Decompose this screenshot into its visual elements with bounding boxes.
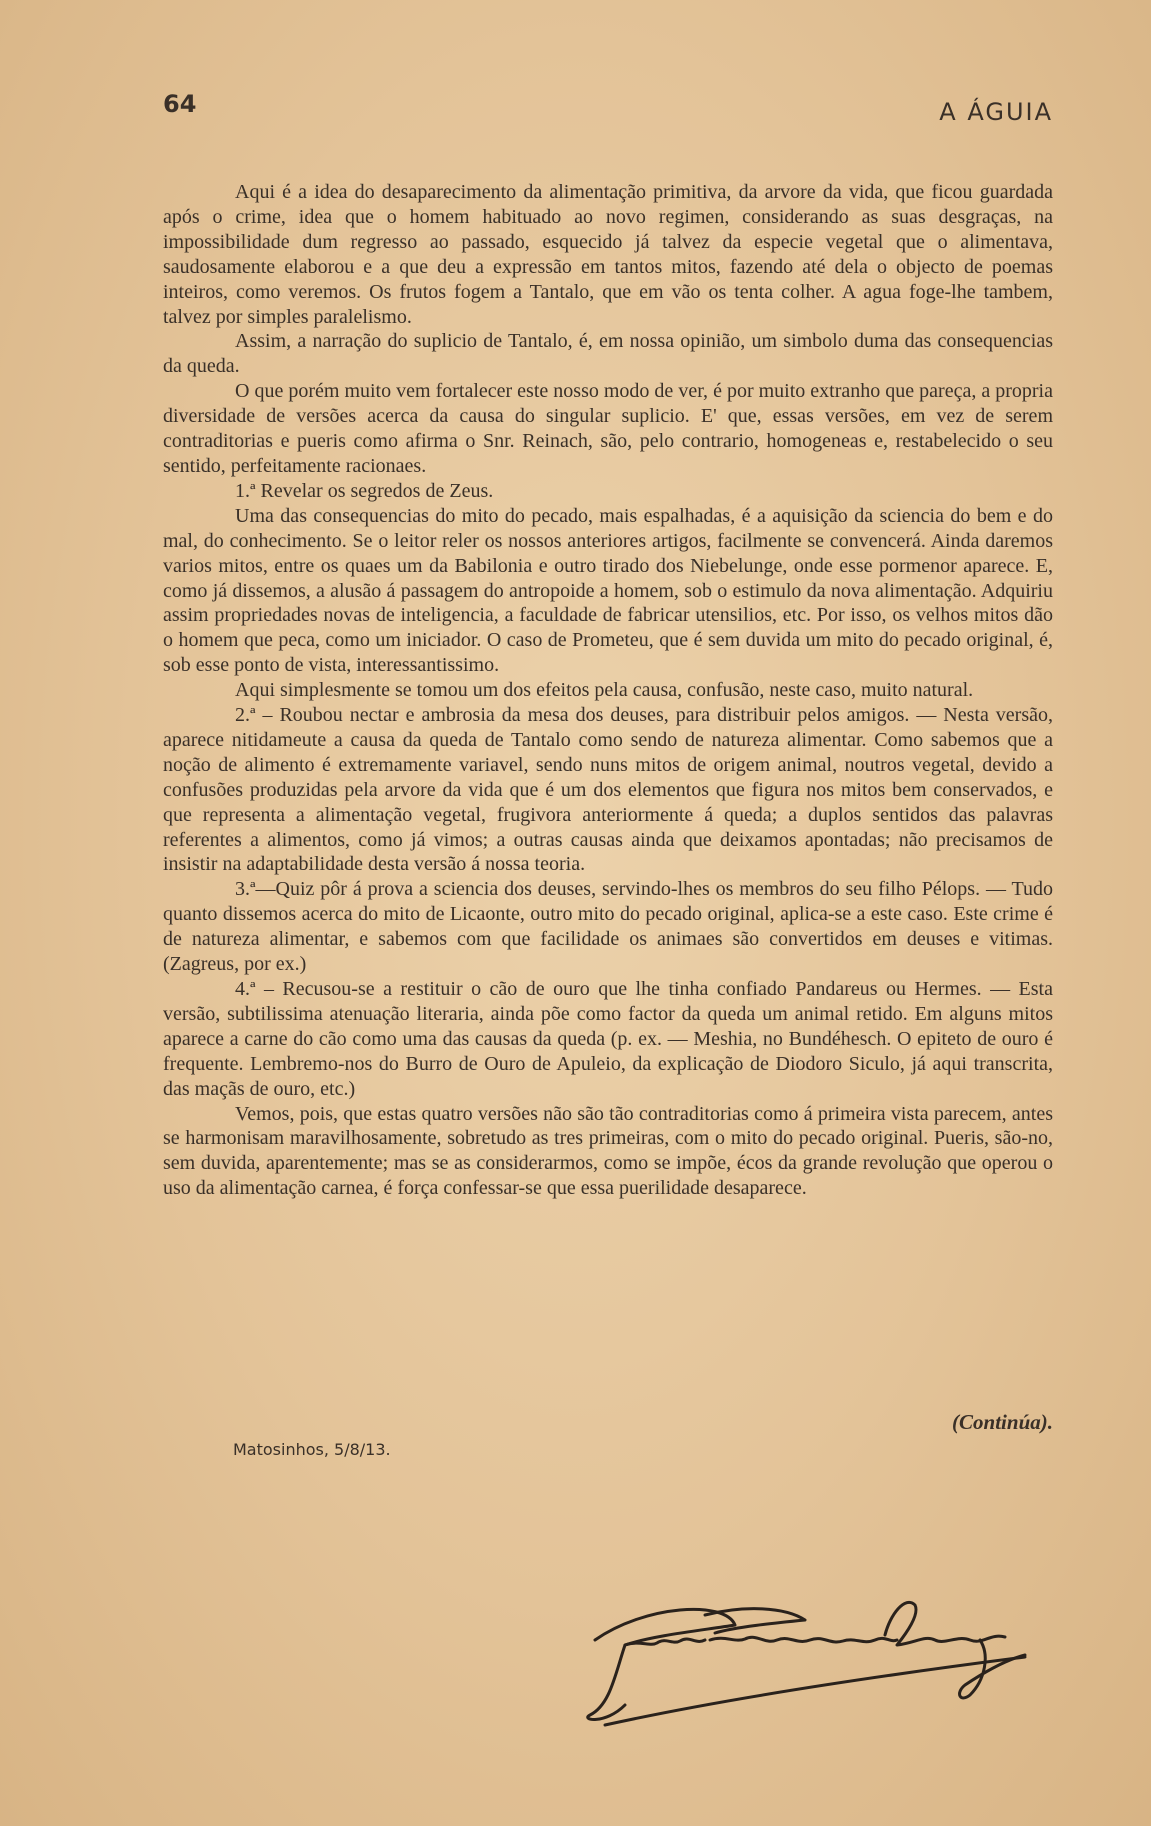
closing: [163, 1410, 1053, 1480]
handwritten-signature: [585, 1585, 1035, 1735]
place-date: Matosinhos, 5/8/13.: [233, 1440, 391, 1459]
paragraph: 1.ª Revelar os segredos de Zeus.: [235, 479, 494, 502]
paragraph: Aqui é a idea do desaparecimento da alimentação primitiva, da arvore da vida, que ficou guardada após o crime, idea que o homem habituado ao novo regimen, considerando as suas desgraças, na impossibilidade dum regresso ao passado, esquecido já talvez da especie vegetal que o alimentava, saudosamente elaborou e a que deu a expressão em tantos mitos, fazendo até dela o objecto de poemas inteiros, como veremos. Os frutos fogem a Tantalo, que em vão os tenta colher. A agua foge-lhe tambem, talvez por simples paralelismo.: [163, 181, 1053, 328]
paragraph: Vemos, pois, que estas quatro versões não são tão contraditorias como á primeira vista parecem, antes se harmonisam maravilhosamente, sobretudo as tres primeiras, com o mito do pecado original. Pueris, são-no, sem duvida, aparentemente; mas se as considerarmos, como se impõe, écos da grande revolução que operou o uso da alimentação carnea, é força confessar-se que essa puerilidade desaparece.: [163, 1102, 1053, 1200]
paragraph: Assim, a narração do suplicio de Tantalo, é, em nossa opinião, um simbolo duma das consequencias da queda.: [163, 330, 1053, 378]
page-header: [163, 90, 1053, 130]
page-number: 64: [163, 90, 197, 118]
paragraph: O que porém muito vem fortalecer este nosso modo de ver, é por muito extranho que pareça, a propria diversidade de versões acerca da causa do singular suplicio. E' que, essas versões, em vez de serem contraditorias e pueris como afirma o Snr. Reinach, são, pelo contrario, homogeneas e, restabelecido o seu sentido, perfeitamente racionaes.: [163, 380, 1053, 477]
paragraph: 2.ª – Roubou nectar e ambrosia da mesa dos deuses, para distribuir pelos amigos. — Nesta versão, aparece nitidameute a causa da queda de Tantalo como sendo de natureza alimentar. Como sabemos que a noção de alimento é extremamente variavel, sendo nuns mitos de origem animal, noutros vegetal, devido a confusões produzidas pela arvore da vida que é um dos elementos que figura nos mitos bem conservados, e que representa a alimentação vegetal, frugivora anteriormente á queda; a duplos sentidos das palavras referentes a alimentos, como já vimos; a outras causas ainda que deixamos apontadas; não precisamos de insistir na adaptabilidade desta versão á nossa teoria.: [163, 704, 1053, 876]
paragraph: Aqui simplesmente se tomou um dos efeitos pela causa, confusão, neste caso, muito natural.: [235, 679, 974, 702]
continued-note: (Continúa).: [952, 1410, 1053, 1434]
running-title: A ÁGUIA: [939, 98, 1053, 126]
article-body: [163, 180, 1053, 1201]
paragraph: 3.ª—Quiz pôr á prova a sciencia dos deuses, servindo-lhes os membros do seu filho Pélops. — Tudo quanto dissemos acerca do mito de Licaonte, outro mito do pecado original, aplica-se a este caso. Este crime é de natureza alimentar, e sabemos com que facilidade os animaes são convertidos em deuses e vitimas. (Zagreus, por ex.): [163, 878, 1053, 976]
paragraph: 4.ª – Recusou-se a restituir o cão de ouro que lhe tinha confiado Pandareus ou Hermes. — Esta versão, subtilissima atenuação literaria, ainda põe como factor da queda um animal retido. Em alguns mitos aparece a carne do cão como uma das causas da queda (p. ex. — Meshia, no Bundéhesch. O epiteto de ouro é frequente. Lembremo-nos do Burro de Ouro de Apuleio, da explicação de Diodoro Siculo, já aqui transcrita, das maçãs de ouro, etc.): [163, 978, 1053, 1100]
paragraph: Uma das consequencias do mito do pecado, mais espalhadas, é a aquisição da sciencia do bem e do mal, do conhecimento. Se o leitor reler os nossos anteriores artigos, facilmente se convencerá. Ainda daremos varios mitos, entre os quaes um da Babilonia e outro tirado dos Niebelunge, onde esse pormenor aparece. E, como já dissemos, a alusão á passagem do antropoide a homem, sob o estimulo da nova alimentação. Adquiriu assim propriedades novas de inteligencia, a faculdade de fabricar utensilios, etc. Por isso, os velhos mitos dão o homem que peca, como um iniciador. O caso de Prometeu, que é sem duvida um mito do pecado original, é, sob esse ponto de vista, interessantissimo.: [163, 504, 1053, 677]
